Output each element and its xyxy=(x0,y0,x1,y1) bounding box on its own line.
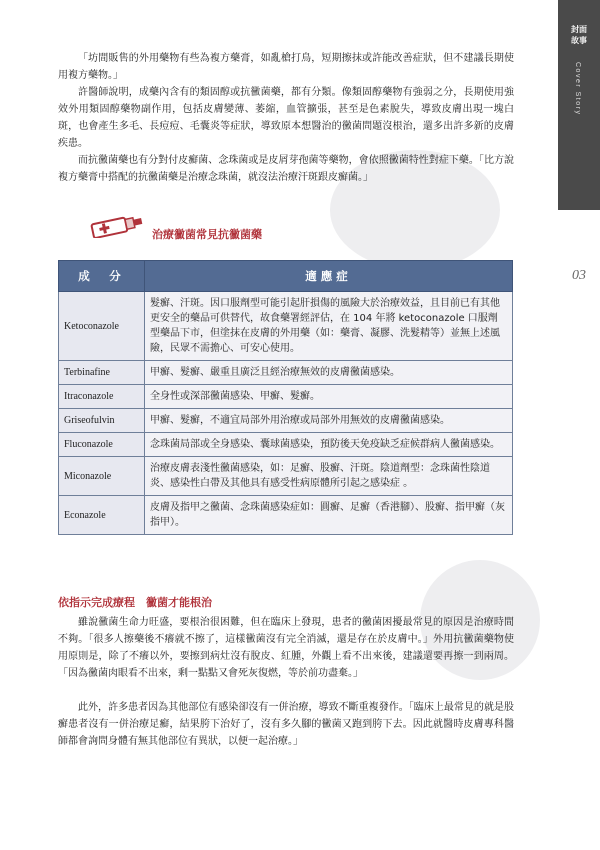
drug-indication: 治療皮膚表淺性黴菌感染，如：足癬、股癬、汗斑。陰道劑型：念珠菌性陰道炎、感染性白帶及其他具有感受性病原體所引起之感染症 。 xyxy=(145,457,513,496)
table-row xyxy=(59,409,513,433)
drug-indication: 甲癬、髮癬、嚴重且廣泛且經治療無效的皮膚黴菌感染。 xyxy=(145,361,513,385)
closing-paragraph: 此外，許多患者因為其他部位有感染卻沒有一併治療，導致不斷重複發作。「臨床上最常見的就是股癬患者沒有一併治療足癬，結果胯下治好了，沒有多久腳的黴菌又跑到胯下去。因此就醫時皮膚專科醫師都會詢問身體有無其他部位有異狀，以便一起治療。」 xyxy=(58,702,514,747)
drug-indication: 念珠菌局部或全身感染、囊球菌感染，預防後天免疫缺乏症候群病人黴菌感染。 xyxy=(145,433,513,457)
cover-story-tab xyxy=(558,0,600,210)
table-row xyxy=(59,496,513,535)
table-section-heading: 治療黴菌常見抗黴菌藥 xyxy=(152,228,262,241)
tab-title-line1: 封面 xyxy=(571,25,587,34)
intro-paragraph: 許醫師說明，成藥內含有的類固醇或抗黴菌藥，都有分類。像類固醇藥物有強弱之分，長期使用強效外用類固醇藥物副作用，包括皮膚變薄、萎縮，血管擴張，甚至是色素脫失，導致皮膚出現一塊白斑，也會產生多毛、長痘痘、毛囊炎等症狀，導致原本想醫治的黴菌問題沒根治，還多出許多新的皮膚疾患。 xyxy=(58,87,514,149)
intro-paragraph: 「坊間販售的外用藥物有些為複方藥膏，如亂槍打鳥，短期擦抹或許能改善症狀，但不建議長期使用複方藥物。」 xyxy=(58,53,514,81)
ointment-tube-icon xyxy=(88,212,148,238)
drug-indication: 髮癬、汗斑。因口服劑型可能引起肝損傷的風險大於治療效益，且目前已有其他更安全的藥品可供替代，故食藥署經評估，在 104 年將 ketoconazole 口服劑型藥品下市，但塗抹在皮膚的外用藥（如：藥膏、凝膠、洗髮精等）並無上述風險，民眾不需擔心、可安心使用。 xyxy=(145,292,513,361)
tab-subtitle: Cover Story xyxy=(574,62,581,116)
drug-name: Miconazole xyxy=(59,457,145,496)
table-header-row xyxy=(59,261,513,292)
table-row xyxy=(59,385,513,409)
antifungal-drug-table xyxy=(58,260,513,535)
drug-indication: 皮膚及指甲之黴菌、念珠菌感染症如：圓癬、足癬（香港腳）、股癬、指甲癬（灰指甲）。 xyxy=(145,496,513,535)
tab-title-line2: 故事 xyxy=(571,36,587,45)
column-header-indication: 適應症 xyxy=(145,261,513,292)
tab-title xyxy=(558,24,600,46)
page-number: 03 xyxy=(572,268,586,283)
table-row xyxy=(59,361,513,385)
drug-name: Griseofulvin xyxy=(59,409,145,433)
drug-name: Terbinafine xyxy=(59,361,145,385)
closing-section-heading: 依指示完成療程 黴菌才能根治 xyxy=(58,596,212,609)
drug-indication: 全身性或深部黴菌感染、甲癬、髮癬。 xyxy=(145,385,513,409)
closing-paragraph: 雖說黴菌生命力旺盛，要根治很困難，但在臨床上發現，患者的黴菌困擾最常見的原因是治療時間不夠。「很多人擦藥後不癢就不擦了，這樣黴菌沒有完全消滅，還是存在於皮膚中。」外用抗黴菌藥物使用原則是，除了不癢以外，要擦到病灶沒有脫皮、紅腫，外觀上看不出來後，建議還要再擦一到兩周。「因為黴菌肉眼看不出來，剩一點點又會死灰復燃，等於前功盡棄。」 xyxy=(58,617,514,679)
drug-name: Ketoconazole xyxy=(59,292,145,361)
table-row xyxy=(59,457,513,496)
drug-name: Itraconazole xyxy=(59,385,145,409)
drug-indication: 甲癬、髮癬，不適宜局部外用治療或局部外用無效的皮膚黴菌感染。 xyxy=(145,409,513,433)
drug-name: Fluconazole xyxy=(59,433,145,457)
drug-name: Econazole xyxy=(59,496,145,535)
column-header-ingredient: 成 分 xyxy=(59,261,145,292)
table-row xyxy=(59,292,513,361)
table-row xyxy=(59,433,513,457)
intro-paragraph: 而抗黴菌藥也有分對付皮癬菌、念珠菌或是皮屑芽孢菌等藥物，會依照黴菌特性對症下藥。「比方說複方藥膏中搭配的抗黴菌藥是治療念珠菌，就沒法治療汗斑跟皮癬菌。」 xyxy=(58,155,514,183)
